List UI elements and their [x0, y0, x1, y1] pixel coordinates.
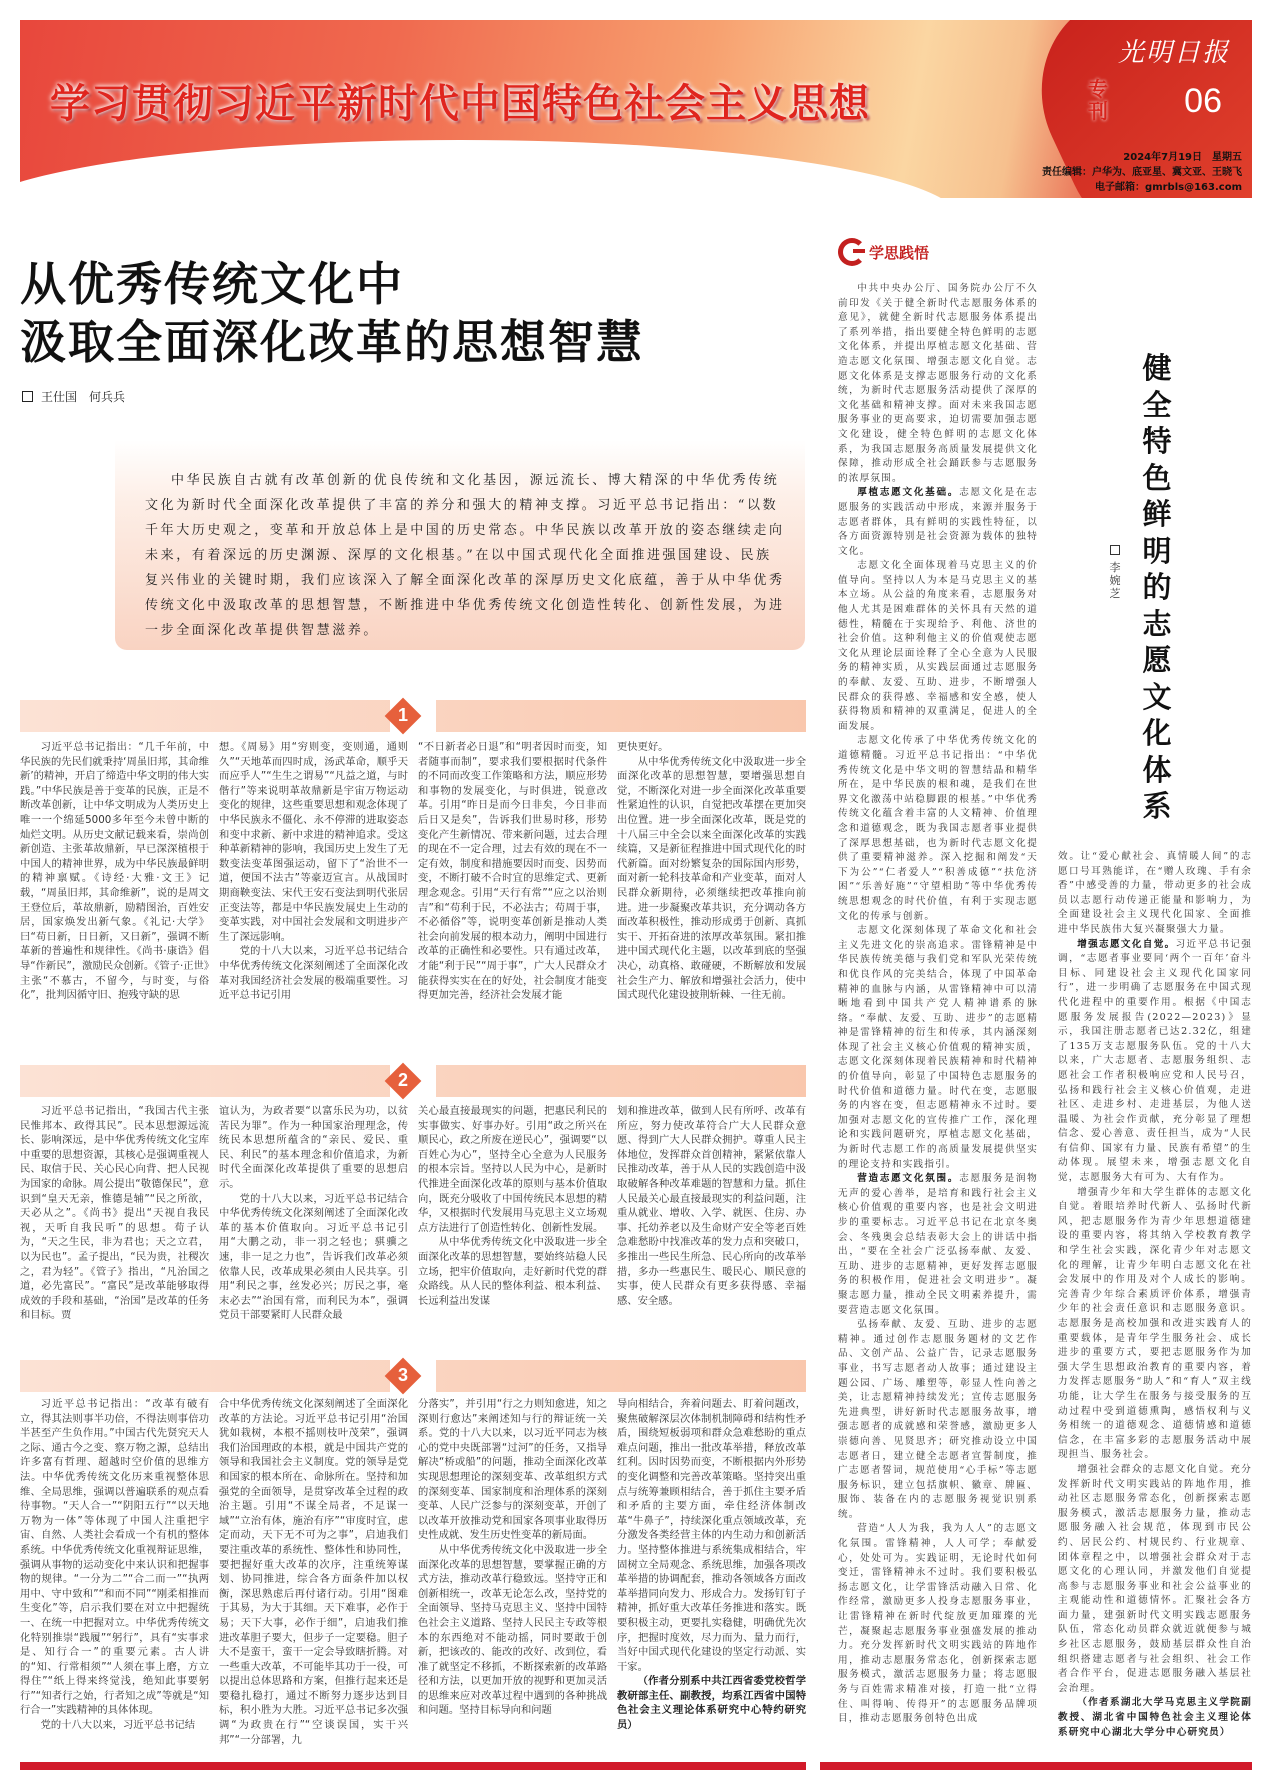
text-column [20, 1104, 209, 1344]
column-logo-g-icon [838, 238, 866, 266]
section-1-columns [20, 740, 806, 1040]
paragraph: 合中华优秀传统文化深刻阐述了全面深化改革的方法论。习近平总书记引用“治国犹如栽树，本根不摇则枝叶茂荣”，强调我们治国理政的本根，就是中国共产党的领导和我国社会主义制度。党的领导是党和国家的根本所在、命脉所在。坚持和加强党的全面领导，是贯穿改革全过程的政治主题。引用“不谋全局者，不足谋一域”“立治有体，施治有序”“审度时宜，虑定而动，天下无不可为之事”，启迪我们要注重改革的系统性、整体性和协同性，要把握好重大改革的次序，注重统筹谋划、协同推进，综合各方面条件加以权衡，深思熟虑后再付诸行动。引用“图难于其易，为大于其细。天下难事，必作于易；天下大事，必作于细”，启迪我们推进改革胆子要大，但步子一定要稳。胆子大不是蛮干，蛮干一定会导致瞎折腾。对一些重大改革，不可能毕其功于一役，可以提出总体思路和方案，但推行起来还是要稳扎稳打，通过不断努力逐步达到目标，积小胜为大胜。习近平总书记多次强调“为政贵在行”“空谈误国，实干兴邦”“一分部署，九 [219, 1398, 408, 1746]
sidebar-paragraph [838, 1522, 1038, 1726]
sidebar-paragraph [1058, 850, 1252, 938]
column-logo-text: 学思践悟 [869, 243, 930, 262]
sidebar-author: 李婉芝 [1109, 561, 1121, 600]
text-column [617, 1104, 806, 1344]
newspaper-logo: 光明日报 [1117, 38, 1230, 68]
byline-box-icon [22, 391, 33, 402]
paragraph: 习近平总书记指出：“几千年前，中华民族的先民们就秉持‘周虽旧邦，其命维新’的精神，开启了缔造中华文明的伟大实践。”中华民族是善于变革的民族，正是不断改革创新，让中华文明成为人类历史上唯一一个绵延5000多年至今未曾中断的灿烂文明。从历史文献记载来看，崇尚创新创造、主张革故鼎新，早已深深植根于中国人的精神世界，成为中华民族最鲜明的精神禀赋。《诗经·大雅·文王》记载，“周虽旧邦，其命维新”，说的是周文王登位后，革故鼎新，励精图治，百姓安居，国家焕发出新气象。《礼记·大学》曰“苟日新，日日新，又日新”，强调不断革新的普遍性和规律性。《尚书·康诰》倡导“作新民”，激励民众创新。《管子·正世》主张“不慕古，不留今，与时变，与俗化”，批判因循守旧、抱残守缺的思 [20, 741, 209, 1002]
sidebar-paragraph [1058, 938, 1252, 1186]
sidebar-paragraph-text: 增强社会群众的志愿文化自觉。充分发挥新时代文明实践站的阵地作用，推动社区志愿服务常态化，创新探索志愿服务模式，激活志愿服务力量，推动志愿服务融入社会规范，体现到市民公约、居民公约、村规民约、行业规章、团体章程之中，以增强社会群众对于志愿文化的心理认同，并激发他们自觉提高参与志愿服务事业和社会公益事业的主观能动性和道德情怀。汇聚社会各方面力量，建强新时代文明实践志愿服务队伍，常态化动员群众就近就便参与城乡社区志愿服务，鼓励基层群众性自治组织搭建志愿者与社会组织、社会工作者合作平台，促进志愿服务融入基层社会治理。 [1058, 1463, 1252, 1694]
banner-swoosh-decoration [20, 140, 960, 198]
issue-meta [1042, 150, 1242, 195]
text-column [617, 740, 806, 1040]
section-1-number: 1 [397, 705, 408, 725]
paragraph: 划和推进改革，做到人民有所呼、改革有所应，努力使改革符合广大人民群众意愿、得到广大人民群众拥护。尊重人民主体地位，发挥群众首创精神，紧紧依靠人民推动改革，善于从人民的实践创造中汲取破解各种改革难题的智慧和力量。抓住人民最关心最直接最现实的利益问题，注重从就业、增收、入学、就医、住房、办事、托幼养老以及生命财产安全等老百姓急难愁盼中找准改革的发力点和突破口，多推出一些民生所急、民心所向的改革举措，多办一些惠民生、暖民心、顺民意的实事，使人民群众有更多获得感、幸福感、安全感。 [617, 1105, 806, 1307]
article-lead-box [115, 440, 805, 650]
paragraph: “不日新者必日退”和“明者因时而变，知者随事而制”，要求我们要根据时代条件的不同而改变工作策略和方法，顺应形势和事物的发展变化，与时俱进，锐意改革。引用“昨日是而今日非矣，今日非而后日又是矣”，告诉我们世易时移，形势变化产生新情况、带来新问题，过去合理的现在不一定合理，过去有效的现在不一定有效，制度和措施要因时而变、因势而变，不断打破不合时宜的思维定式、更新理念观念。引用“天行有常”“应之以治则吉”和“苟利于民，不必法古；苟周于事，不必循俗”等，说明变革创新是推动人类社会向前发展的根本动力，阐明中国进行改革的正确性和必要性。只有通过改革，才能“利于民”“周于事”，广大人民群众才能获得实实在在的好处，社会制度才能变得更加完善，经济社会发展才能 [418, 741, 607, 1002]
sidebar-paragraph [838, 1172, 1038, 1318]
text-column [418, 740, 607, 1040]
sidebar-author-note: （作者系湖北大学马克思主义学院副教授、湖北省中国特色社会主义理论体系研究中心湖北大学分中心研究员） [1058, 1697, 1252, 1738]
text-column [617, 1397, 806, 1752]
paragraph: 分落实”，并引用“行之力则知愈进，知之深则行愈达”来阐述知与行的辩证统一关系。党的十八大以来，以习近平同志为核心的党中央既部署“过河”的任务，又指导解决“桥或船”的问题，推动全面深化改革实现思想理论的深刻变革、改革组织方式的深刻变革、国家制度和治理体系的深刻变革、人民广泛参与的深刻变革，开创了以改革开放推动党和国家各项事业取得历史性成就、发生历史性变革的新局面。 [418, 1398, 607, 1542]
article-byline [22, 388, 125, 405]
bottom-red-rule-right [820, 1762, 1252, 1770]
sidebar-paragraph-text: 志愿服务是润物无声的爱心善举，是培育和践行社会主义核心价值观的重要内容，也是社会文明进步的重要标志。习近平总书记在北京冬奥会、冬残奥会总结表彰大会上的讲话中指出，“要在全社会广泛弘扬奉献、友爱、互助、进步的志愿精神，更好发挥志愿服务的积极作用，促进社会文明进步”。凝聚志愿力量，推动全民文明素养提升，需要营造志愿文化氛围。 [838, 1173, 1038, 1316]
section-3-number: 3 [397, 1365, 408, 1385]
issue-date: 2024年7月19日 星期五 [1123, 152, 1242, 163]
article-title-line-1: 从优秀传统文化中 [20, 257, 404, 311]
section-2-columns [20, 1104, 806, 1344]
sidebar-paragraph [1058, 1463, 1252, 1697]
paragraph: 从中华优秀传统文化中汲取进一步全面深化改革的思想智慧，要掌握正确的方式方法，推动改革行稳致远。坚持守正和创新相统一，改革无论怎么改，坚持党的全面领导、坚持马克思主义、坚持中国特色社会主义道路、坚持人民民主专政等根本的东西绝对不能动摇，同时要敢于创新，把该改的、能改的改好、改到位，看准了就坚定不移抓，不断探索新的改革路径和方法，以更加开放的视野和更加灵活的思维来应对改革过程中遇到的各种挑战和问题。坚持目标导向和问题 [418, 1543, 607, 1717]
sidebar-subheading: 厚植志愿文化基础。 [857, 487, 960, 499]
article-lead-text: 中华民族自古就有改革创新的优良传统和文化基因，源远流长、博大精深的中华优秀传统文化为新时代全面深化改革提供了丰富的养分和强大的精神支撑。习近平总书记指出：“以数千年大历史观之，变革和开放总体上是中国的历史常态。中华民族以改革开放的姿态继续走向未来，有着深远的历史渊源、深厚的文化根基。”在以中国式现代化全面推进强国建设、民族复兴伟业的关键时期，我们应该深入了解全面深化改革的深厚历史文化底蕴，善于从中华优秀传统文化中汲取改革的思想智慧，不断推进中华优秀传统文化创造性转化、创新性发展，为进一步全面深化改革提供智慧滋养。 [145, 473, 785, 638]
sidebar-column-2 [1058, 850, 1252, 1752]
sidebar-paragraph-text: 中共中央办公厅、国务院办公厅不久前印发《关于健全新时代志愿服务体系的意见》，就健全新时代志愿服务体系提出了系列举措，指出要健全特色鲜明的志愿文化体系，并提出厚植志愿文化基础、营造志愿文化氛围、增强志愿文化自觉。志愿文化体系是支撑志愿服务行动的文化系统，为新时代志愿服务活动提供了深厚的文化基础和精神支撑。面对未来我国志愿服务事业的更高要求，迫切需要加强志愿文化建设，健全特色鲜明的志愿文化体系，为我国志愿服务高质量发展提供文化保障，推动形成全社会踊跃参与志愿服务的浓厚氛围。 [838, 283, 1038, 484]
paragraph: 想。《周易》用“穷则变，变则通，通则久”“天地革而四时成，汤武革命，顺乎天而应乎人”“生生之谓易”“凡益之道，与时偕行”等来说明革故鼎新是宇宙万物运动变化的规律，这些重要思想和观念体现了中华民族永不僵化、永不停滞的进取姿态和变中求新、新中求进的精神追求。受这种革新精神的影响，我国历史上发生了无数变法变革图强运动，留下了“治世不一道，便国不法古”等豪迈宣言。从战国时期商鞅变法、宋代王安石变法到明代张居正变法等，都是中华民族发展史上生动的变革实践，对中国社会发展和文明进步产生了深远影响。 [219, 741, 408, 943]
bottom-red-rule-left [20, 1762, 806, 1770]
text-column [418, 1104, 607, 1344]
paragraph: 习近平总书记指出，“我国古代主张民惟邦本、政得其民”。民本思想源远流长、影响深远，是中华优秀传统文化宝库中重要的思想资源，其核心是强调重视人民、取信于民、关心民心向背、把人民视为国家的命脉。周公提出“敬德保民”，意识到“皇天无亲，惟德是辅”“民之所欲，天必从之”。《尚书》提出“天视自我民视，天听自我民听”的思想。荀子认为，“天之生民，非为君也；天之立君，以为民也”。孟子提出，“民为贵，社稷次之，君为轻”。《管子》指出，“凡治国之道，必先富民”。“富民”是改革能够取得成效的手段和基础，“治国”是改革的任务和目标。贾 [20, 1105, 209, 1322]
sidebar-paragraph-text: 增强青少年和大学生群体的志愿文化自觉。着眼培养时代新人、弘扬时代新风，把志愿服务作为青少年思想道德建设的重要内容，将其纳入学校教育教学和学生社会实践，深化青少年对志愿文化的理解，让青少年明白志愿文化在社会发展中的作用及对个人成长的影响。完善青少年综合素质评价体系，增强青少年的社会责任意识和志愿服务意识。志愿服务是高校加强和改进实践育人的重要载体，是青年学生服务社会、成长进步的重要方式，要把志愿服务作为加强大学生思想政治教育的重要内容，着力发挥志愿服务“助人”和“育人”双主线功能，让大学生在服务与接受服务的互动过程中受到道德熏陶，感悟权利与义务相统一的道德观念、道德情感和道德信念，在丰富多彩的志愿服务活动中展现担当、服务社会。 [1058, 1186, 1252, 1461]
paragraph: 更快更好。 [617, 741, 669, 753]
paragraph: 从中华优秀传统文化中汲取进一步全面深化改革的思想智慧，要始终站稳人民立场，把牢价值取向，走好新时代党的群众路线。从人民的整体利益、根本利益、长远利益出发谋 [418, 1236, 607, 1307]
paragraph: 党的十八大以来，习近平总书记结合中华优秀传统文化深刻阐述了全面深化改革的基本价值取向。习近平总书记引用“大鹏之动，非一羽之轻也；骐骥之速，非一足之力也”，告诉我们改革必须依靠人民，改革成果必须由人民共享。引用“利民之事，丝发必兴；厉民之事，毫末必去”“治国有常，而利民为本”，强调党员干部要紧盯人民群众最 [219, 1192, 408, 1322]
sidebar-paragraph [838, 559, 1038, 734]
paragraph: 习近平总书记指出：“改革有破有立，得其法则事半功倍，不得法则事倍功半甚至产生负作用。”中国古代先贤究天人之际、通古今之变、察万物之源，总结出许多富有哲理、超越时空价值的思维方法。中华优秀传统文化历来重视整体思维、全局思维，强调以普遍联系的观点看待事物。“天人合一”“阴阳五行”“以天地万物为一体”等体现了中国人注重把宇宙、自然、人类社会看成一个有机的整体系统。中华优秀传统文化重视辩证思维，强调从事物的运动变化中来认识和把握事物的规律。“一分为二”“合二而一”“执两用中、守中致和”“和而不同”“刚柔相推而生变化”等，启示我们要在对立中把握统一、在统一中把握对立。中华优秀传统文化特别推崇“践履”“躬行”，具有“实事求是、知行合一”的重要元素。古人讲的“知、行常相须”“人须在事上磨，方立得住”“纸上得来终觉浅，绝知此事要躬行”“知者行之始，行者知之成”等就是“知行合一”实践精神的具体体现。 [20, 1398, 209, 1717]
special-issue-label: 专刊 [1088, 77, 1108, 123]
sidebar-paragraph-text: 弘扬奉献、友爱、互助、进步的志愿精神。通过创作志愿服务题材的文艺作品、文创产品、公益广告，记录志愿服务事业，书写志愿者动人故事；通过建设主题公园、广场、雕塑等，彰显人性向善之美，让志愿精神持续发光；宣传志愿服务先进典型，讲好新时代志愿服务故事，增强志愿者的成就感和荣誉感，激励更多人崇德向善、见贤思齐；研究推动设立中国志愿者日，建立健全志愿者宣誓制度，推广志愿者誓词，规范使用“心手标”等志愿服务标识，建立包括旗帜、徽章、牌匾、服饰、装备在内的志愿服务视觉识别系统。 [838, 1319, 1038, 1520]
sidebar-paragraph [1058, 1186, 1252, 1463]
text-column [219, 1397, 408, 1752]
byline-authors: 王仕国 何兵兵 [41, 390, 126, 404]
sidebar-paragraph [838, 924, 1038, 1172]
text-column [219, 740, 408, 1040]
sidebar-byline [1108, 545, 1122, 600]
sidebar-paragraph-text: 志愿文化传承了中华优秀传统文化的道德精髓。习近平总书记指出：“中华优秀传统文化是中华文明的智慧结晶和精华所在，是中华民族的根和魂，是我们在世界文化激荡中站稳脚跟的根基。”中华优秀传统文化蕴含着丰富的人文精神、价值理念和道德观念，既为我国志愿者事业提供了深厚思想基础，也为新时代志愿文化提供了重要精神滋养。深入挖掘和阐发“天下为公”“仁者爱人”“积善成德”“扶危济困”“乐善好施”“守望相助”等中华优秀传统思想观念的时代价值，有利于实现志愿文化的传承与创新。 [838, 735, 1038, 922]
paragraph: 从中华优秀传统文化中汲取进一步全面深化改革的思想智慧，要增强思想自觉，不断深化对进一步全面深化改革重要性紧迫性的认识，自觉把改革摆在更加突出位置。进一步全面深化改革，既是党的十八届三中全会以来全面深化改革的实践续篇，又是新征程推进中国式现代化的时代新篇。面对纷繁复杂的国际国内形势，面对新一轮科技革命和产业变革，面对人民群众新期待，必须继续把改革推向前进。进一步凝聚改革共识，充分调动各方面改革积极性，推动形成勇于创新、真抓实干、开拓奋进的浓厚改革氛围。紧扣推进中国式现代化主题，以改革到底的坚强决心，动真格、敢碰硬，不断解放和发展社会生产力、解放和增强社会活力，使中国式现代化建设披荆斩棘、一往无前。 [617, 755, 806, 1002]
paragraph: 党的十八大以来，习近平总书记结合中华优秀传统文化深刻阐述了全面深化改革对我国经济社会发展的极端重要性。习近平总书记引用 [219, 945, 408, 1002]
sidebar-paragraph-text: 营造“人人为我，我为人人”的志愿文化氛围。雷锋精神，人人可学；奉献爱心，处处可为。实践证明，无论时代如何变迁，雷锋精神永不过时。我们要积极弘扬志愿文化，让学雷锋活动融入日常、化作经常，激励更多人投身志愿服务事业，让雷锋精神在新时代绽放更加璀璨的光芒，凝聚起志愿服务事业强盛发展的推动力。充分发挥新时代文明实践站的阵地作用，推动志愿服务常态化，创新探索志愿服务模式，激活志愿服务力量；将志愿服务与百姓需求精准对接，打造一批“立得住、叫得响、传得开”的志愿服务品牌项目，推动志愿服务创特色出成 [838, 1523, 1038, 1725]
text-column [418, 1397, 607, 1752]
text-column [219, 1104, 408, 1344]
section-3-columns [20, 1397, 806, 1752]
sidebar-subheading: 增强志愿文化自觉。 [1077, 938, 1176, 950]
sidebar-subheading: 营造志愿文化氛围。 [857, 1173, 960, 1185]
paragraph: 党的十八大以来，习近平总书记结 [40, 1719, 196, 1732]
sidebar-paragraph-text: 志愿文化全面体现着马克思主义的价值导向。坚持以人为本是马克思主义的基本立场。从公益的角度来看，志愿服务对他人尤其是困难群体的关怀具有天然的道德性，精髓在于实现给予、利他、济世的社会价值。这种利他主义的价值观使志愿文化从理论层面诠释了全心全意为人民服务的精神实质，从实践层面通过志愿服务的奉献、友爱、互助、进步，不断增强人民群众的获得感、幸福感和安全感，使人获得物质和精神的双重满足，促进人的全面发展。 [838, 560, 1038, 732]
sidebar-paragraph-text: 志愿文化是在志愿服务的实践活动中形成，来源并服务于志愿者群体，具有鲜明的实践性特征，以各方面资源特别是社会资源为载体的独特文化。 [838, 487, 1038, 557]
column-logo [838, 238, 929, 266]
page-number: 06 [1184, 82, 1222, 120]
section-2-number: 2 [397, 1070, 408, 1090]
paragraph: 谊认为，为政者要“以富乐民为功，以贫苦民为罪”。作为一种国家治理理念，传统民本思想所蕴含的“亲民、爱民、重民、利民”的基本理念和价值追求，为新时代全面深化改革提供了重要的思想启示。 [219, 1105, 408, 1190]
sidebar-paragraph [838, 486, 1038, 559]
sidebar-paragraph [838, 734, 1038, 924]
issue-editors: 责任编辑：户华为、底亚星、冀文亚、王晓飞 [1042, 167, 1242, 178]
article-title-line-2: 汲取全面深化改革的思想智慧 [20, 315, 644, 369]
issue-email[interactable]: 电子邮箱：gmrbls@163.com [1095, 182, 1242, 193]
article-title [20, 255, 644, 371]
sidebar-column-1 [838, 282, 1038, 1752]
paragraph: 导向相结合，奔着问题去、盯着问题改，聚焦破解深层次体制机制障碍和结构性矛盾，围绕短板弱项和群众急难愁盼的重点难点问题，推出一批改革举措，释放改革红利。因时因势而变，不断根据内外形势的变化调整和完善改革策略。坚持突出重点与统筹兼顾相结合，善于抓住主要矛盾和矛盾的主要方面，牵住经济体制改革“牛鼻子”，持续深化重点领域改革，充分激发各类经营主体的内生动力和创新活力。坚持整体推进与系统集成相结合，牢固树立全局观念、系统思维，加强各项改革举措的协调配套，推动各领域各方面改革举措同向发力、形成合力。发扬钉钉子精神，抓好重大改革任务推进和落实。既要积极主动，更要扎实稳健，明确优先次序，把握时度效，尽力而为、量力而行，当好中国式现代化建设的坚定行动派、实干家。 [617, 1398, 806, 1673]
sidebar-paragraph-text: 习近平总书记强调，“志愿者事业要同‘两个一百年’奋斗目标、同建设社会主义现代化国家同行”，进一步明确了志愿服务在中国式现代化进程中的重要作用。根据《中国志愿服务发展报告(2022—2023)》显示，我国注册志愿者已达2.32亿，组建了135万支志愿服务队伍。党的十八大以来，广大志愿者、志愿服务组织、志愿社会工作者积极响应党和人民号召，弘扬和践行社会主义核心价值观，走进社区、走进乡村、走进基层，为他人送温暖、为社会作贡献，充分彰显了理想信念、爱心善意、责任担当，成为“人民有信仰、国家有力量、民族有希望”的生动体现。展望未来，增强志愿文化自觉，志愿服务大有可为、大有作为。 [1058, 938, 1252, 1184]
sidebar-title: 健全特色鲜明的志愿文化体系 [1142, 351, 1172, 823]
byline-box-icon [1110, 545, 1120, 555]
sidebar-paragraph-text: 效。让“爱心献社会、真情暖人间”的志愿口号耳熟能详，在“赠人玫瑰、手有余香”中感受善的力量，带动更多的社会成员以志愿行动传递正能量和影响力，为全面建设社会主义现代化国家、全面推进中华民族伟大复兴凝聚强大力量。 [1058, 851, 1252, 935]
paragraph: 关心最直接最现实的问题，把惠民利民的实事做实、好事办好。引用“政之所兴在顺民心，政之所废在逆民心”，强调要“以百姓心为心”，坚持全心全意为人民服务的根本宗旨。坚持以人民为中心，是新时代推进全面深化改革的原则与基本价值取向，既充分吸收了中国传统民本思想的精华，又根据时代发展用马克思主义立场观点方法进行了创造性转化、创新性发展。 [418, 1105, 607, 1234]
sidebar-paragraph [838, 282, 1038, 486]
text-column [20, 740, 209, 1040]
sidebar-paragraph-text: 志愿文化深刻体现了革命文化和社会主义先进文化的崇高追求。雷锋精神是中华民族传统美德与我们党和军队光荣传统和优良作风的完美结合，体现了中国革命精神的血脉与内涵，从雷锋精神中可以清晰地看到中国共产党人精神谱系的脉络。“奉献、友爱、互助、进步”的志愿精神是雷锋精神的衍生和传承，其内涵深刻体现了社会主义核心价值观的精神实质，志愿文化深刻体现着民族精神和时代精神的价值导向，彰显了中国特色志愿服务的时代价值和道德力量。时代在变，志愿服务的内容在变，但志愿精神永不过时。要加强对志愿文化的宣传推广工作，深化理论和实践问题研究，厚植志愿文化基础，为新时代志愿工作的高质量发展提供坚实的理论支持和实践指引。 [838, 925, 1038, 1170]
text-column [20, 1397, 209, 1752]
author-note: （作者分别系中共江西省委党校哲学教研部主任、副教授，均系江西省中国特色社会主义理论体系研究中心特约研究员） [617, 1675, 806, 1732]
sidebar-paragraph [838, 1318, 1038, 1522]
banner-title: 学习贯彻习近平新时代中国特色社会主义思想 [50, 81, 870, 127]
